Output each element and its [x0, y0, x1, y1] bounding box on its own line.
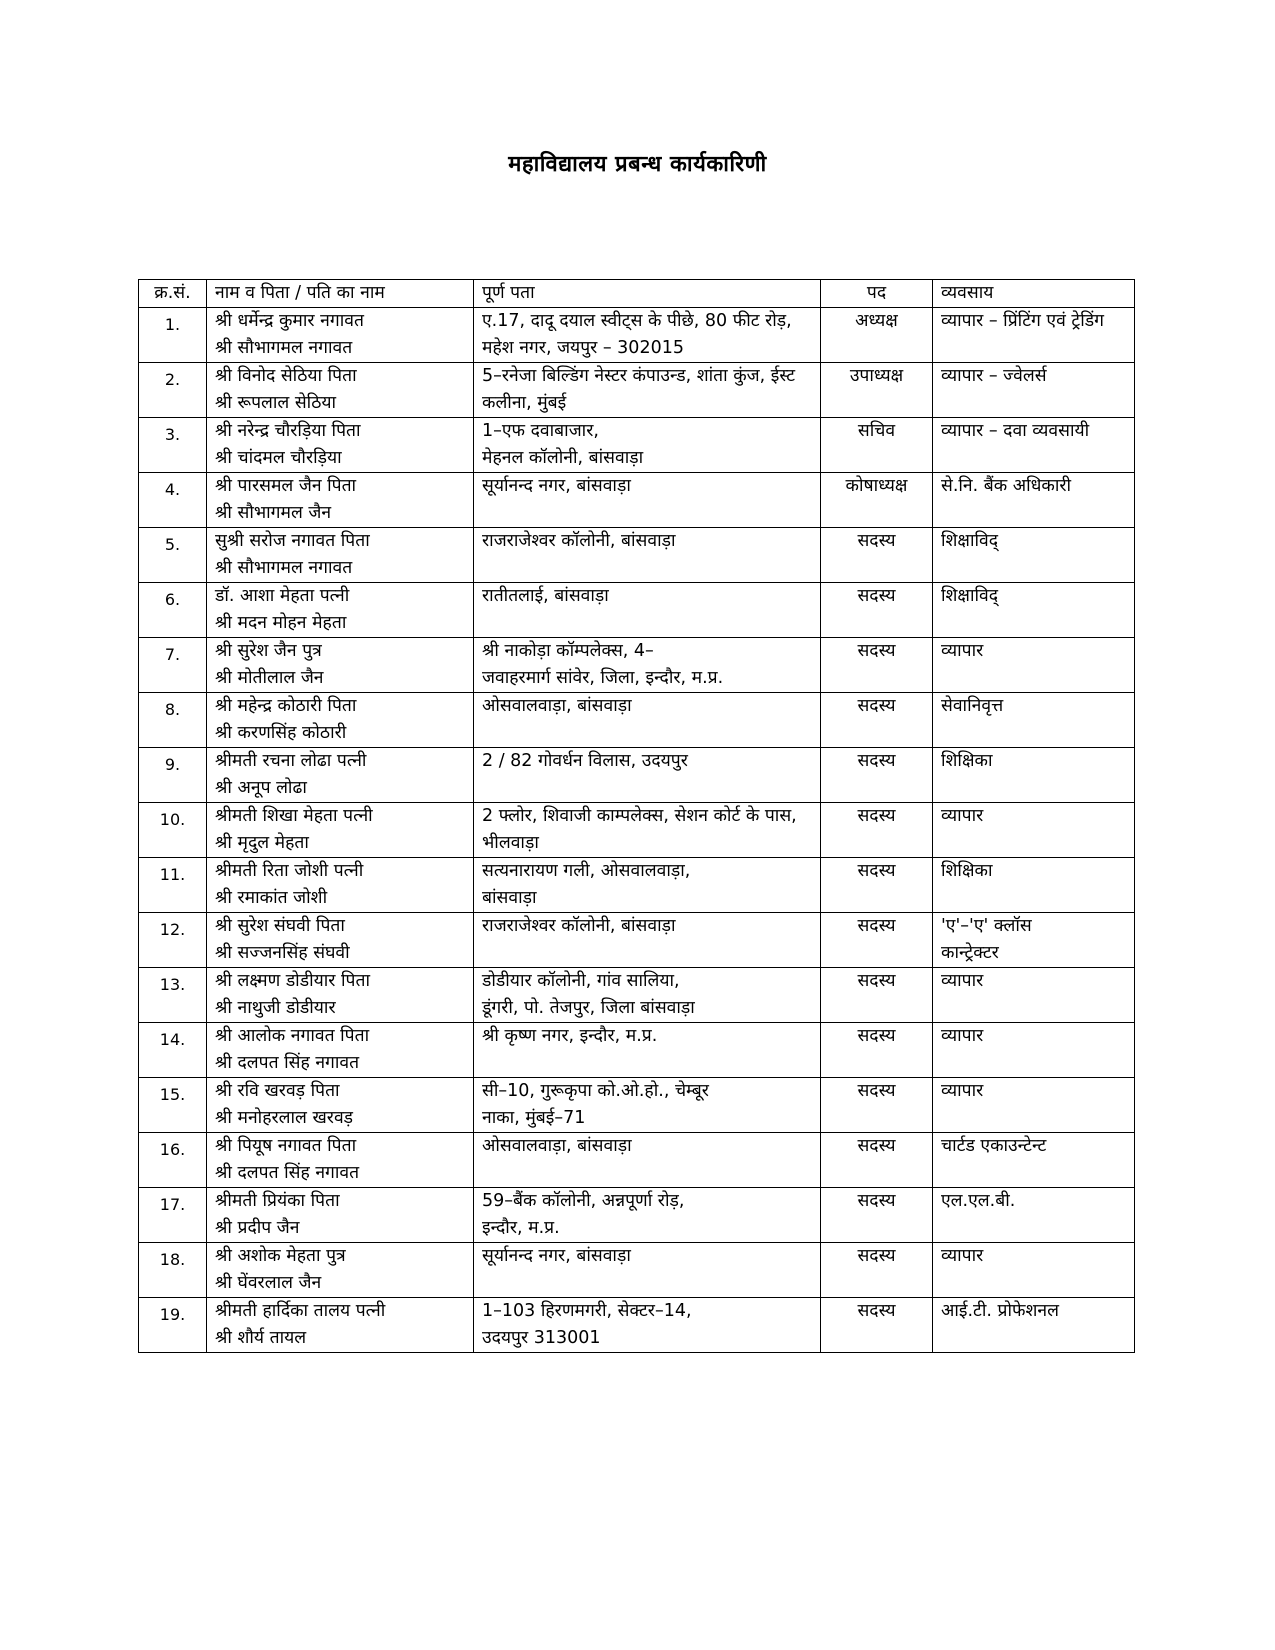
cell-name: श्री आलोक नगावत पिता श्री दलपत सिंह नगावत — [207, 1023, 474, 1078]
cell-occupation: व्यापार — [933, 1243, 1135, 1298]
cell-post: सचिव — [821, 418, 933, 473]
cell-address: श्री कृष्ण नगर, इन्दौर, म.प्र. — [474, 1023, 821, 1078]
cell-serial: 14. — [139, 1023, 207, 1078]
cell-address: ओसवालवाड़ा, बांसवाड़ा — [474, 693, 821, 748]
cell-post: सदस्य — [821, 1023, 933, 1078]
table-body — [139, 308, 1135, 1353]
cell-post: सदस्य — [821, 803, 933, 858]
cell-post: सदस्य — [821, 1188, 933, 1243]
table-row — [139, 1243, 1135, 1298]
cell-post: सदस्य — [821, 1298, 933, 1353]
table-row — [139, 748, 1135, 803]
cell-post: अध्यक्ष — [821, 308, 933, 363]
table-row — [139, 308, 1135, 363]
cell-post: सदस्य — [821, 748, 933, 803]
cell-address: रातीतलाई, बांसवाड़ा — [474, 583, 821, 638]
table-row — [139, 693, 1135, 748]
cell-post: सदस्य — [821, 528, 933, 583]
cell-address: राजराजेश्वर कॉलोनी, बांसवाड़ा — [474, 913, 821, 968]
executive-committee-table — [138, 279, 1135, 1353]
cell-occupation: आई.टी. प्रोफेशनल — [933, 1298, 1135, 1353]
cell-post: उपाध्यक्ष — [821, 363, 933, 418]
cell-serial: 18. — [139, 1243, 207, 1298]
cell-serial: 15. — [139, 1078, 207, 1133]
cell-occupation: चार्टड एकाउन्टेन्ट — [933, 1133, 1135, 1188]
cell-occupation: सेवानिवृत्त — [933, 693, 1135, 748]
cell-occupation: व्यापार – ज्वेलर्स — [933, 363, 1135, 418]
table-row — [139, 1133, 1135, 1188]
cell-name: श्री नरेन्द्र चौरड़िया पिता श्री चांदमल चौरड़िया — [207, 418, 474, 473]
header-name: नाम व पिता / पति का नाम — [207, 280, 474, 308]
cell-name: श्री धर्मेन्द्र कुमार नगावत श्री सौभागमल नगावत — [207, 308, 474, 363]
cell-post: सदस्य — [821, 693, 933, 748]
table-row — [139, 1023, 1135, 1078]
cell-serial: 10. — [139, 803, 207, 858]
cell-post: सदस्य — [821, 858, 933, 913]
table-row — [139, 1188, 1135, 1243]
cell-address: 1–एफ दवाबाजार, मेहनल कॉलोनी, बांसवाड़ा — [474, 418, 821, 473]
header-address: पूर्ण पता — [474, 280, 821, 308]
cell-occupation: व्यापार — [933, 803, 1135, 858]
cell-occupation: शिक्षिका — [933, 858, 1135, 913]
cell-name: श्रीमती रचना लोढा पत्नी श्री अनूप लोढा — [207, 748, 474, 803]
cell-serial: 9. — [139, 748, 207, 803]
table-row — [139, 638, 1135, 693]
cell-serial: 12. — [139, 913, 207, 968]
cell-serial: 6. — [139, 583, 207, 638]
table-row — [139, 583, 1135, 638]
cell-address: 2 फ्लोर, शिवाजी काम्पलेक्स, सेशन कोर्ट के पास, भीलवाड़ा — [474, 803, 821, 858]
cell-occupation: से.नि. बैंक अधिकारी — [933, 473, 1135, 528]
cell-address: ओसवालवाड़ा, बांसवाड़ा — [474, 1133, 821, 1188]
cell-serial: 2. — [139, 363, 207, 418]
cell-serial: 19. — [139, 1298, 207, 1353]
table-row — [139, 528, 1135, 583]
cell-post: सदस्य — [821, 1243, 933, 1298]
cell-serial: 1. — [139, 308, 207, 363]
cell-name: श्री पियूष नगावत पिता श्री दलपत सिंह नगावत — [207, 1133, 474, 1188]
cell-serial: 8. — [139, 693, 207, 748]
cell-post: सदस्य — [821, 1133, 933, 1188]
cell-post: सदस्य — [821, 1078, 933, 1133]
cell-occupation: एल.एल.बी. — [933, 1188, 1135, 1243]
cell-occupation: व्यापार – दवा व्यवसायी — [933, 418, 1135, 473]
table-row — [139, 803, 1135, 858]
cell-serial: 16. — [139, 1133, 207, 1188]
cell-serial: 13. — [139, 968, 207, 1023]
cell-occupation: शिक्षाविद् — [933, 528, 1135, 583]
cell-name: श्री सुरेश जैन पुत्र श्री मोतीलाल जैन — [207, 638, 474, 693]
cell-occupation: व्यापार — [933, 968, 1135, 1023]
cell-address: 59–बैंक कॉलोनी, अन्नपूर्णा रोड़, इन्दौर, म.प्र. — [474, 1188, 821, 1243]
cell-address: सत्यनारायण गली, ओसवालवाड़ा, बांसवाड़ा — [474, 858, 821, 913]
cell-name: श्रीमती रिता जोशी पत्नी श्री रमाकांत जोशी — [207, 858, 474, 913]
cell-post: सदस्य — [821, 638, 933, 693]
cell-serial: 5. — [139, 528, 207, 583]
cell-address: ए.17, दादू दयाल स्वीट्स के पीछे, 80 फीट रोड़, महेश नगर, जयपुर – 302015 — [474, 308, 821, 363]
cell-name: श्री विनोद सेठिया पिता श्री रूपलाल सेठिया — [207, 363, 474, 418]
cell-name: श्रीमती शिखा मेहता पत्नी श्री मृदुल मेहता — [207, 803, 474, 858]
cell-name: श्री रवि खरवड़ पिता श्री मनोहरलाल खरवड़ — [207, 1078, 474, 1133]
cell-name: श्री पारसमल जैन पिता श्री सौभागमल जैन — [207, 473, 474, 528]
cell-occupation: शिक्षाविद् — [933, 583, 1135, 638]
cell-address: सूर्यानन्द नगर, बांसवाड़ा — [474, 473, 821, 528]
cell-occupation: व्यापार — [933, 1078, 1135, 1133]
table-row — [139, 418, 1135, 473]
cell-serial: 17. — [139, 1188, 207, 1243]
table-header-row — [139, 280, 1135, 308]
table-row — [139, 913, 1135, 968]
cell-address: 2 / 82 गोवर्धन विलास, उदयपुर — [474, 748, 821, 803]
cell-name: श्री लक्ष्मण डोडीयार पिता श्री नाथुजी डोडीयार — [207, 968, 474, 1023]
header-post: पद — [821, 280, 933, 308]
table-row — [139, 1078, 1135, 1133]
table-row — [139, 968, 1135, 1023]
cell-serial: 7. — [139, 638, 207, 693]
cell-serial: 4. — [139, 473, 207, 528]
cell-name: श्रीमती हार्दिका तालय पत्नी श्री शौर्य तायल — [207, 1298, 474, 1353]
cell-address: 5–रनेजा बिल्डिंग नेस्टर कंपाउन्ड, शांता कुंज, ईस्ट कलीना, मुंबई — [474, 363, 821, 418]
cell-occupation: व्यापार – प्रिंटिंग एवं ट्रेडिंग — [933, 308, 1135, 363]
cell-name: श्री सुरेश संघवी पिता श्री सज्जनसिंह संघवी — [207, 913, 474, 968]
table-row — [139, 1298, 1135, 1353]
cell-post: सदस्य — [821, 913, 933, 968]
header-occupation: व्यवसाय — [933, 280, 1135, 308]
cell-name: डॉ. आशा मेहता पत्नी श्री मदन मोहन मेहता — [207, 583, 474, 638]
cell-post: सदस्य — [821, 583, 933, 638]
cell-name: श्री अशोक मेहता पुत्र श्री घेंवरलाल जैन — [207, 1243, 474, 1298]
table-row — [139, 858, 1135, 913]
page-title: महाविद्यालय प्रबन्ध कार्यकारिणी — [508, 152, 767, 177]
cell-address: सूर्यानन्द नगर, बांसवाड़ा — [474, 1243, 821, 1298]
cell-occupation: व्यापार — [933, 638, 1135, 693]
cell-address: 1–103 हिरणमगरी, सेक्टर–14, उदयपुर 313001 — [474, 1298, 821, 1353]
cell-occupation: शिक्षिका — [933, 748, 1135, 803]
cell-occupation: व्यापार — [933, 1023, 1135, 1078]
cell-address: श्री नाकोड़ा कॉम्पलेक्स, 4– जवाहरमार्ग सांवेर, जिला, इन्दौर, म.प्र. — [474, 638, 821, 693]
table-row — [139, 363, 1135, 418]
cell-post: कोषाध्यक्ष — [821, 473, 933, 528]
table-row — [139, 473, 1135, 528]
cell-name: श्रीमती प्रियंका पिता श्री प्रदीप जैन — [207, 1188, 474, 1243]
cell-address: डोडीयार कॉलोनी, गांव सालिया, डूंगरी, पो. तेजपुर, जिला बांसवाड़ा — [474, 968, 821, 1023]
cell-address: राजराजेश्वर कॉलोनी, बांसवाड़ा — [474, 528, 821, 583]
cell-name: श्री महेन्द्र कोठारी पिता श्री करणसिंह कोठारी — [207, 693, 474, 748]
cell-occupation: 'ए'–'ए' क्लॉस कान्ट्रेक्टर — [933, 913, 1135, 968]
cell-address: सी–10, गुरूकृपा को.ओ.हो., चेम्बूर नाका, मुंबई–71 — [474, 1078, 821, 1133]
cell-serial: 11. — [139, 858, 207, 913]
cell-name: सुश्री सरोज नगावत पिता श्री सौभागमल नगावत — [207, 528, 474, 583]
header-serial: क्र.सं. — [139, 280, 207, 308]
cell-serial: 3. — [139, 418, 207, 473]
cell-post: सदस्य — [821, 968, 933, 1023]
